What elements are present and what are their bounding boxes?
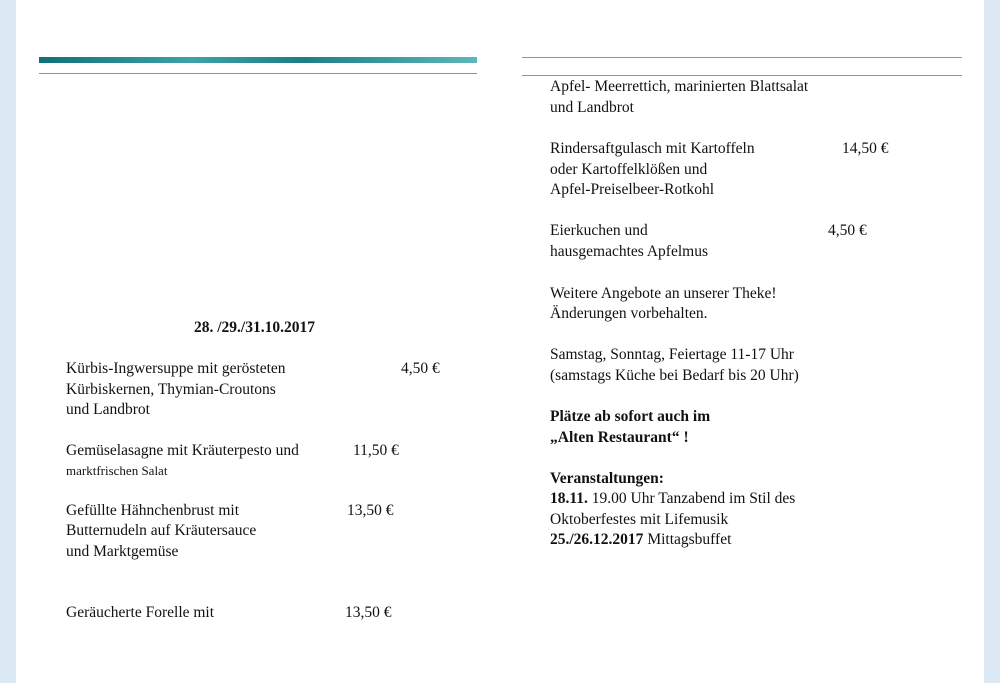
menu-date: 28. /29./31.10.2017 [194,319,315,336]
menu-item-text: Apfel- Meerrettich, marinierten Blattsalat [550,78,809,95]
menu-item-text: Apfel-Preiselbeer-Rotkohl [550,181,715,198]
decorative-rule-thin [39,73,477,74]
decorative-rule-right-top [522,57,962,58]
events-title: Veranstaltungen: [550,470,664,487]
menu-item-text: und Marktgemüse [66,543,179,560]
event-text: Mittagsbuffet [643,531,732,548]
menu-item-price: 13,50 € [345,604,392,621]
menu-item-text: Gemüselasagne mit Kräuterpesto und [66,442,299,459]
opening-hours: (samstags Küche bei Bedarf bis 20 Uhr) [550,367,799,384]
menu-item-price: 11,50 € [353,442,399,459]
event-line [550,530,731,551]
menu-item-price: 14,50 € [842,140,889,157]
menu-page [16,0,984,683]
menu-item-text: Geräucherte Forelle mit [66,604,215,621]
menu-item-price: 13,50 € [347,502,394,519]
opening-hours: Samstag, Sonntag, Feiertage 11-17 Uhr [550,346,794,363]
event-line [550,489,795,510]
announcement: „Alten Restaurant“ ! [550,429,689,446]
event-text: Oktoberfestes mit Lifemusik [550,511,729,528]
event-date: 18.11. [550,490,588,507]
menu-item-text: und Landbrot [550,99,634,116]
menu-item-text: und Landbrot [66,401,150,418]
notice-text: Weitere Angebote an unserer Theke! [550,285,777,302]
menu-item-text: Eierkuchen und [550,222,648,239]
menu-item-text: oder Kartoffelklößen und [550,161,708,178]
menu-item-text: Butternudeln auf Kräutersauce [66,522,257,539]
menu-item-text: marktfrischen Salat [66,463,168,478]
menu-item-text: Rindersaftgulasch mit Kartoffeln [550,140,755,157]
decorative-rule-right-bottom [522,75,962,76]
event-date: 25./26.12.2017 [550,531,644,548]
decorative-rule-thick [39,57,477,63]
menu-item-price: 4,50 € [828,222,867,239]
menu-item-text: Kürbiskernen, Thymian-Croutons [66,381,276,398]
menu-item-text: hausgemachtes Apfelmus [550,243,708,260]
event-text: 19.00 Uhr Tanzabend im Stil des [587,490,796,507]
menu-item-text: Gefüllte Hähnchenbrust mit [66,502,240,519]
notice-text: Änderungen vorbehalten. [550,305,708,322]
menu-item-price: 4,50 € [401,360,440,377]
announcement: Plätze ab sofort auch im [550,408,711,425]
menu-item-text: Kürbis-Ingwersuppe mit gerösteten [66,360,286,377]
